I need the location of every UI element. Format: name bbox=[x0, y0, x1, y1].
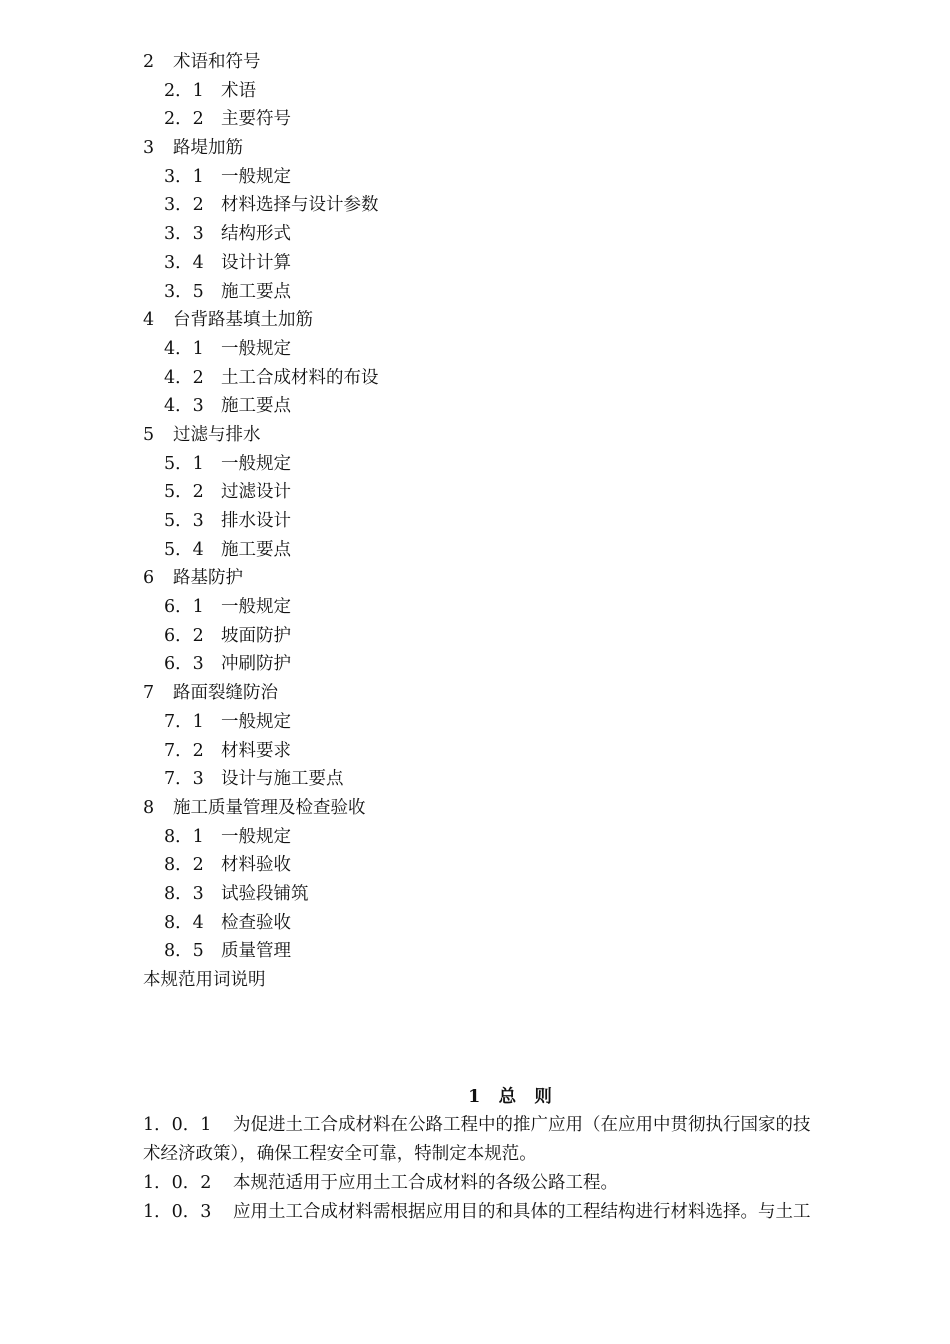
toc-entry-number: 3．3 bbox=[164, 224, 204, 245]
toc-entry bbox=[143, 478, 903, 507]
toc-entry-number: 2．1 bbox=[164, 80, 204, 101]
toc-entry-title: 土工合成材料的布设 bbox=[221, 367, 379, 388]
table-of-contents bbox=[143, 48, 903, 995]
toc-entry bbox=[143, 364, 903, 393]
toc-entry bbox=[143, 421, 903, 450]
toc-entry-number: 5．2 bbox=[164, 482, 204, 503]
toc-entry bbox=[143, 77, 903, 106]
toc-entry-number: 7．1 bbox=[164, 711, 204, 732]
toc-entry-title: 结构形式 bbox=[221, 224, 291, 245]
toc-entry-title: 试验段铺筑 bbox=[221, 883, 309, 904]
toc-entry bbox=[143, 450, 903, 479]
toc-entry-number: 3．1 bbox=[164, 166, 204, 187]
section-title: 1 总 则 bbox=[468, 1087, 552, 1107]
clause-number: 1．0．2 bbox=[143, 1173, 212, 1193]
toc-entry-number: 4．1 bbox=[164, 338, 204, 359]
toc-entry-number: 7 bbox=[143, 683, 155, 704]
toc-entry-title: 一般规定 bbox=[221, 597, 291, 618]
toc-entry-title: 排水设计 bbox=[221, 511, 291, 531]
toc-entry-number: 7．3 bbox=[164, 769, 204, 790]
clause-number: 1．0．3 bbox=[143, 1202, 212, 1222]
toc-entry bbox=[143, 105, 903, 134]
toc-entry-number: 4．3 bbox=[164, 396, 204, 417]
clause-number: 1．0．1 bbox=[143, 1115, 212, 1135]
toc-entry bbox=[143, 507, 903, 536]
toc-entry-number: 8．1 bbox=[164, 826, 204, 847]
toc-entry-title: 材料验收 bbox=[221, 855, 291, 876]
toc-entry-number: 8．2 bbox=[164, 855, 204, 876]
clause-text: 应用土工合成材料需根据应用目的和具体的工程结构进行材料选择。与土工 bbox=[233, 1202, 811, 1222]
toc-entry bbox=[143, 220, 903, 249]
toc-entry-number: 5 bbox=[143, 424, 155, 445]
toc-entry bbox=[143, 163, 903, 192]
toc-entry-title: 一般规定 bbox=[221, 338, 291, 359]
toc-entry bbox=[143, 191, 903, 220]
toc-entry bbox=[143, 134, 903, 163]
toc-entry-title: 材料要求 bbox=[221, 740, 291, 761]
toc-entry-number: 4 bbox=[143, 310, 155, 331]
toc-entry bbox=[143, 737, 903, 766]
toc-entry-title: 施工要点 bbox=[221, 539, 291, 560]
toc-entry bbox=[143, 335, 903, 364]
toc-entry-title: 检查验收 bbox=[221, 912, 291, 933]
toc-entry-title: 施工要点 bbox=[221, 281, 291, 302]
toc-entry-title: 本规范用词说明 bbox=[143, 970, 266, 990]
toc-entry-number: 5．1 bbox=[164, 453, 204, 474]
toc-entry bbox=[143, 708, 903, 737]
toc-entry bbox=[143, 937, 903, 966]
toc-entry-title: 过滤与排水 bbox=[173, 424, 261, 445]
toc-entry bbox=[143, 909, 903, 938]
toc-entry-title: 材料选择与设计参数 bbox=[221, 195, 379, 216]
toc-entry-title: 台背路基填土加筋 bbox=[173, 310, 313, 331]
toc-entry-number: 3．5 bbox=[164, 281, 204, 302]
toc-entry-title: 冲刷防护 bbox=[221, 654, 291, 675]
toc-entry bbox=[143, 966, 903, 995]
toc-entry-number: 8 bbox=[143, 797, 155, 818]
toc-entry-number: 6．1 bbox=[164, 597, 204, 618]
toc-entry-number: 2．2 bbox=[164, 109, 204, 130]
toc-entry-number: 2 bbox=[143, 52, 155, 72]
toc-entry-title: 主要符号 bbox=[221, 109, 291, 130]
toc-entry-number: 8．3 bbox=[164, 883, 204, 904]
toc-entry-title: 一般规定 bbox=[221, 711, 291, 732]
toc-entry-title: 路基防护 bbox=[173, 568, 243, 589]
toc-entry bbox=[143, 249, 903, 278]
toc-entry bbox=[143, 765, 903, 794]
toc-entry bbox=[143, 823, 903, 852]
toc-entry-number: 3 bbox=[143, 138, 155, 159]
toc-entry-number: 6．2 bbox=[164, 625, 204, 646]
toc-entry bbox=[143, 392, 903, 421]
toc-entry-title: 设计计算 bbox=[221, 252, 291, 273]
toc-entry-number: 5．3 bbox=[164, 511, 204, 531]
toc-entry-title: 过滤设计 bbox=[221, 482, 291, 503]
section-body bbox=[143, 1111, 877, 1227]
clause-text: 为促进土工合成材料在公路工程中的推广应用（在应用中贯彻执行国家的技 bbox=[233, 1115, 811, 1135]
clause-line bbox=[143, 1198, 877, 1227]
toc-entry bbox=[143, 679, 903, 708]
toc-entry-number: 5．4 bbox=[164, 539, 204, 560]
toc-entry-number: 8．5 bbox=[164, 941, 204, 962]
clause-text: 术经济政策），确保工程安全可靠，特制定本规范。 bbox=[143, 1144, 537, 1164]
toc-entry bbox=[143, 851, 903, 880]
toc-entry-title: 路堤加筋 bbox=[173, 138, 243, 159]
toc-entry-title: 一般规定 bbox=[221, 166, 291, 187]
clause-line bbox=[143, 1169, 877, 1198]
toc-entry-title: 术语 bbox=[221, 80, 256, 101]
toc-entry-number: 3．4 bbox=[164, 252, 204, 273]
toc-entry bbox=[143, 593, 903, 622]
clause-text: 本规范适用于应用土工合成材料的各级公路工程。 bbox=[233, 1173, 618, 1193]
toc-entry bbox=[143, 306, 903, 335]
toc-entry-number: 8．4 bbox=[164, 912, 204, 933]
toc-entry-number: 7．2 bbox=[164, 740, 204, 761]
toc-entry-title: 一般规定 bbox=[221, 453, 291, 474]
toc-entry-title: 坡面防护 bbox=[221, 625, 291, 646]
toc-entry-number: 6．3 bbox=[164, 654, 204, 675]
toc-entry bbox=[143, 564, 903, 593]
toc-entry-number: 6 bbox=[143, 568, 155, 589]
toc-entry bbox=[143, 48, 903, 77]
toc-entry bbox=[143, 880, 903, 909]
toc-entry-title: 施工要点 bbox=[221, 396, 291, 417]
toc-entry-title: 术语和符号 bbox=[173, 52, 261, 72]
clause-line bbox=[143, 1111, 877, 1140]
toc-entry-number: 3．2 bbox=[164, 195, 204, 216]
toc-entry-title: 路面裂缝防治 bbox=[173, 683, 278, 704]
toc-entry bbox=[143, 622, 903, 651]
toc-entry bbox=[143, 536, 903, 565]
toc-entry-title: 施工质量管理及检查验收 bbox=[173, 797, 366, 818]
toc-entry bbox=[143, 794, 903, 823]
toc-entry-title: 质量管理 bbox=[221, 941, 291, 962]
toc-entry-title: 设计与施工要点 bbox=[221, 769, 344, 790]
toc-entry bbox=[143, 650, 903, 679]
toc-entry-title: 一般规定 bbox=[221, 826, 291, 847]
toc-entry-number: 4．2 bbox=[164, 367, 204, 388]
clause-line bbox=[143, 1140, 877, 1169]
toc-entry bbox=[143, 278, 903, 307]
